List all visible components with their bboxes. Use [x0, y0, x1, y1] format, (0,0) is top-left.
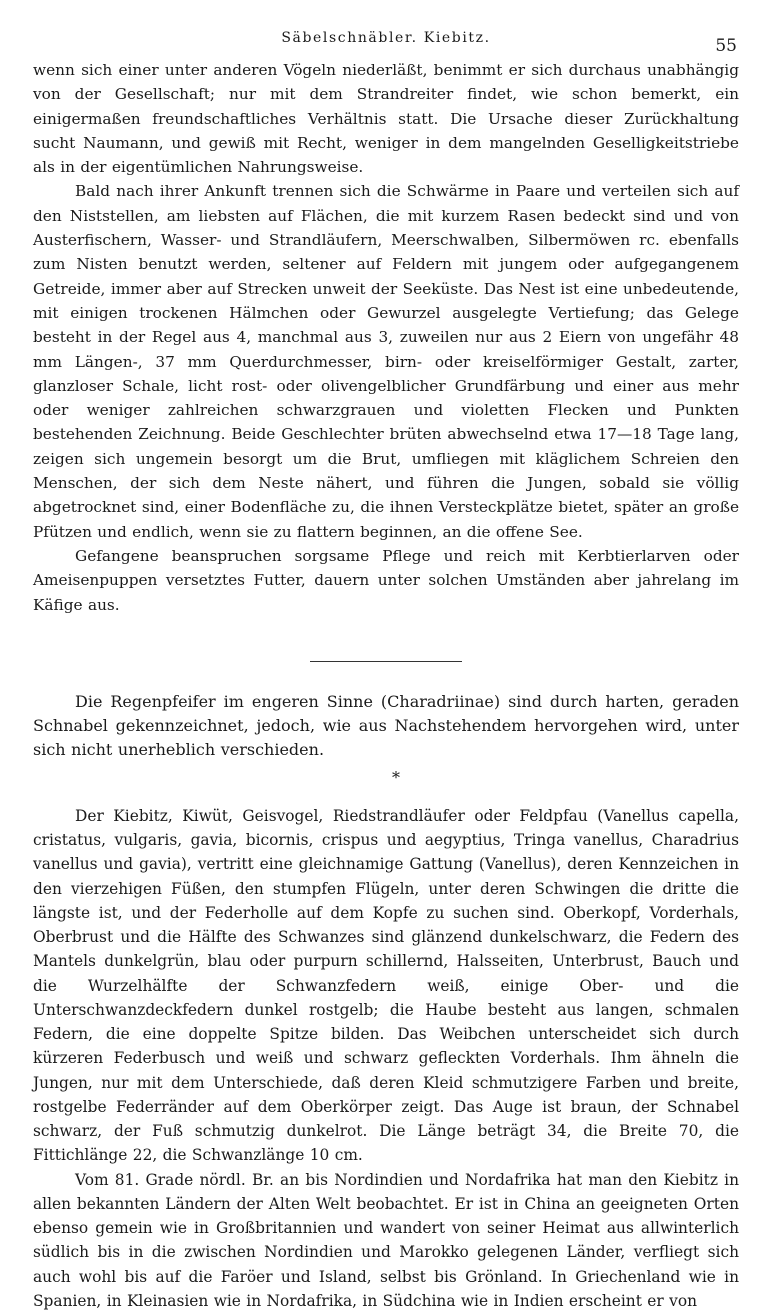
running-title: Säbelschnäbler. Kiebitz. — [281, 30, 491, 46]
page-number: 55 — [715, 36, 737, 56]
section-divider — [310, 661, 462, 662]
paragraph-4: Der Kiebitz, Kiwüt, Geisvogel, Riedstrandläufer oder Feldpfau (Vanellus capella, cristatus, vulgaris, gavia, bicornis, crispus und aegyptius, Tringa vanellus, Charadrius vanellus und gavia), vertritt eine gleichnamige Gattung (Vanellus), deren Kennzeichen in den vierzehigen Füßen, den stumpfen Flügeln, unter deren Schwingen die dritte die längste ist, und der Federholle auf dem Kopfe zu suchen sind. Oberkopf, Vorderhals, Oberbrust und die Hälfte des Schwanzes sind glänzend dunkelschwarz, die Federn des Mantels dunkelgrün, blau oder purpurn schillernd, Halsseiten, Unterbrust, Bauch und die Wurzelhälfte der Schwanzfedern weiß, einige Ober- und die Unterschwanzdeckfedern dunkel rostgelb; die Haube besteht aus langen, schmalen Federn, die eine doppelte Spitze bilden. Das Weibchen unterscheidet sich durch kürzeren Federbusch und weiß und schwarz gefleckten Vorderhals. Ihm ähneln die Jungen, nur mit dem Unterschiede, daß deren Kleid schmutzigere Farben und breite, rostgelbe Federränder auf dem Oberkörper zeigt. Das Auge ist braun, der Schnabel schwarz, der Fuß schmutzig dunkelrot. Die Länge beträgt 34, die Breite 70, die Fittichlänge 22, die Schwanzlänge 10 cm. — [33, 806, 739, 1165]
species-text-block — [33, 804, 739, 1313]
book-page — [33, 24, 739, 1310]
section-intro: Die Regenpfeifer im engeren Sinne (Charadriinae) sind durch harten, geraden Schnabel gekennzeichnet, jedoch, wie aus Nachstehendem hervorgehen wird, unter sich nicht unerheblich verschieden. — [33, 691, 739, 759]
paragraph-2: Bald nach ihrer Ankunft trennen sich die Schwärme in Paare und verteilen sich auf den Niststellen, am liebsten auf Flächen, die mit kurzem Rasen bedeckt sind und von Austerfischern, Wasser- und Strandläufern, Meerschwalben, Silbermöwen rc. ebenfalls zum Nisten benutzt werden, seltener auf Feldern mit jungem oder aufgegangenem Getreide, immer aber auf Strecken unweit der Seeküste. Das Nest ist eine unbedeutende, mit einigen trockenen Hälmchen oder Gewurzel ausgelegte Vertiefung; das Gelege besteht in der Regel aus 4, manchmal aus 3, zuweilen nur aus 2 Eiern von ungefähr 48 mm Längen-, 37 mm Querdurchmesser, birn- oder kreiselförmiger Gestalt, zarter, glanzloser Schale, licht rost- oder olivengelblicher Grundfärbung und einer aus mehr oder weniger zahlreichen schwarzgrauen und violetten Flecken und Punkten bestehenden Zeichnung. Beide Geschlechter brüten abwechselnd etwa 17—18 Tage lang, zeigen sich ungemein besorgt um die Brut, umfliegen mit kläglichem Schreien den Menschen, der sich dem Neste nähert, und führen die Jungen, sobald sie völlig abgetrocknet sind, einer Bodenfläche zu, die ihnen Versteckplätze bietet, später an große Pfützen und endlich, wenn sie zu flattern beginnen, an die offene See. — [33, 182, 739, 541]
section-intro-block — [33, 690, 739, 786]
paragraph-3: Gefangene beanspruchen sorgsame Pflege und reich mit Kerbtierlarven oder Ameisenpuppen versetztes Futter, dauern unter solchen Umständen aber jahrelang im Käfige aus. — [33, 546, 739, 614]
section-mark: * — [392, 767, 400, 787]
paragraph-5: Vom 81. Grade nördl. Br. an bis Nordindien und Nordafrika hat man den Kiebitz in allen bekannten Ländern der Alten Welt beobachtet. Er ist in China an geeigneten Orten ebenso gemein wie in Großbritannien und wandert von seiner Heimat aus allwinterlich südlich bis in die zwischen Nordindien und Marokko gelegenen Länder, verfliegt sich auch wohl bis auf die Faröer und Island, selbst bis Grönland. In Griechenland wie in Spanien, in Kleinasien wie in Nordafrika, in Südchina wie in Indien erscheint er von — [33, 1170, 739, 1310]
continued-text-block — [33, 58, 739, 617]
paragraph-1: wenn sich einer unter anderen Vögeln niederläßt, benimmt er sich durchaus unabhängig von der Gesellschaft; nur mit dem Strandreiter findet, wie schon bemerkt, ein einigermaßen freundschaftliches Verhältnis statt. Die Ursache dieser Zurückhaltung sucht Naumann, und gewiß mit Recht, weniger in dem mangelnden Geselligkeitstriebe als in der eigentümlichen Nahrungsweise. — [33, 61, 739, 177]
running-head — [33, 24, 739, 58]
